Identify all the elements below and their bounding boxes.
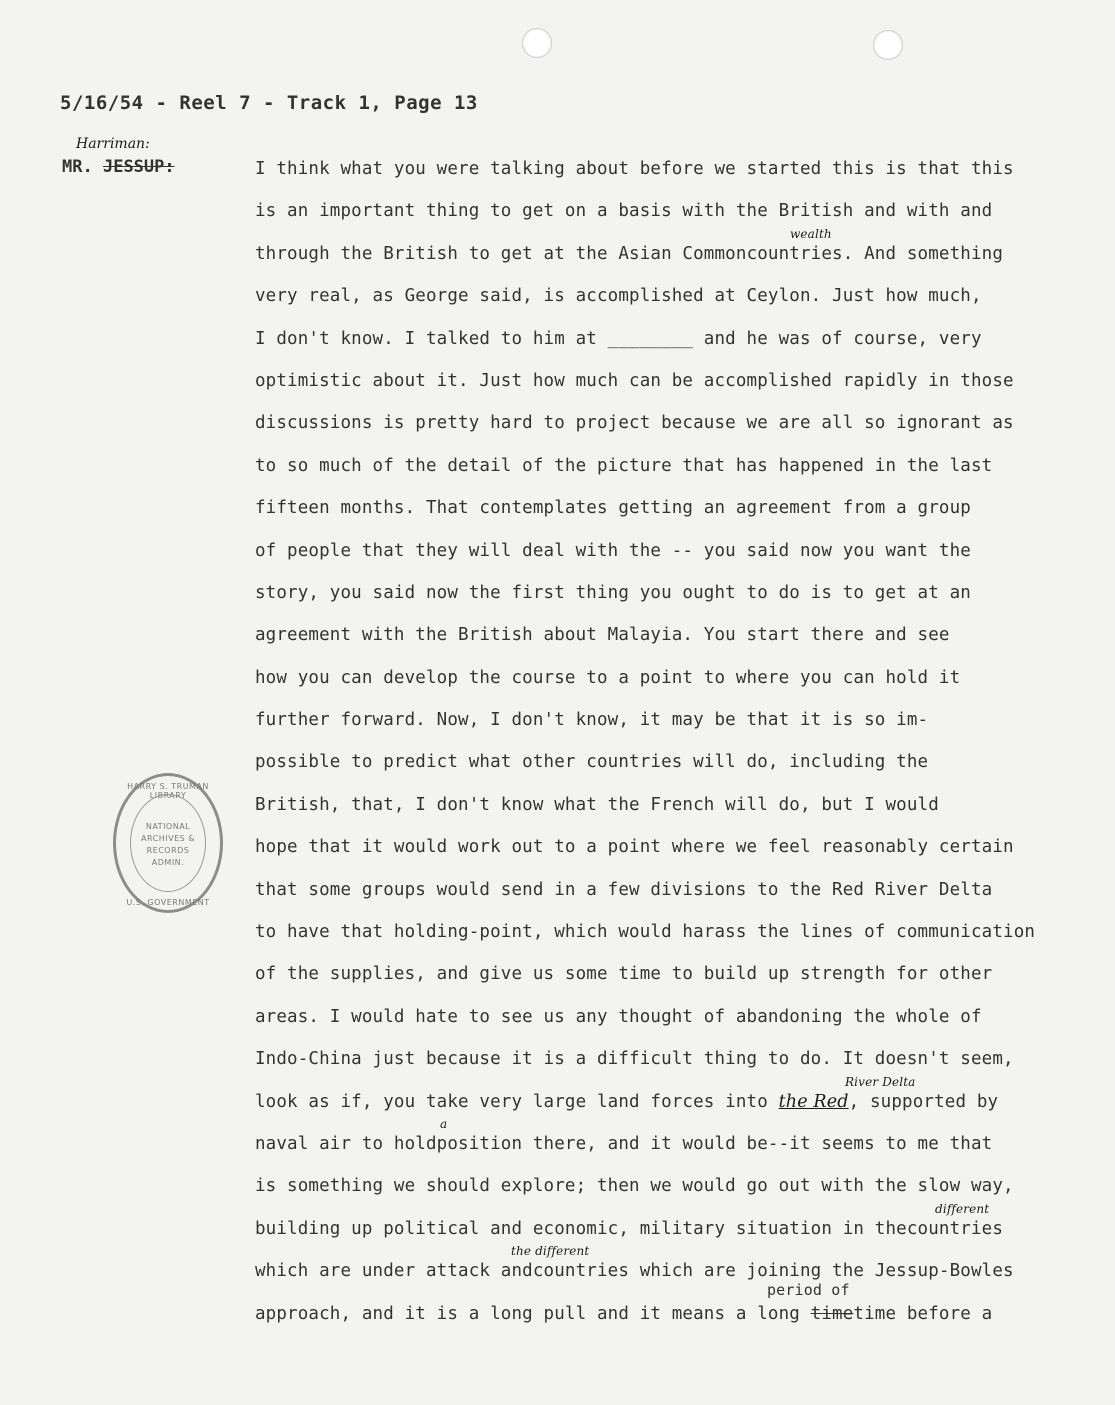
transcript-line: fifteen months. That contemplates getting an agreement from a group [255,498,971,519]
transcript-line: of people that they will deal with the -- you said now you want the [255,540,971,561]
speaker-label [62,157,175,177]
transcript-line: I think what you were talking about before we started this is that this [255,159,1014,179]
handwritten-insertion-a: a [440,1116,448,1131]
transcript-line: possible to predict what other countries will do, including the [255,752,929,773]
archive-stamp [113,773,223,913]
transcript-body [255,157,1045,1344]
transcript-line: I don't know. I talked to him at ________ and he was of course, very [255,328,982,349]
transcript-line: agreement with the British about Malayia. You start there and see [255,625,950,646]
line-segment: position there, and it would be--it seems to me that [436,1133,993,1154]
transcript-line: areas. I would hate to see us any thought of abandoning the whole of [255,1006,982,1027]
speaker-handwritten-correction: Harriman: [76,136,150,152]
speaker-name-struck: JESSUP: [102,157,175,177]
punch-hole [522,28,552,58]
speaker-title: MR. [62,157,93,177]
handwritten-insertion-different: different [935,1201,990,1216]
transcript-line: to have that holding-point, which would harass the lines of communication [255,922,1036,943]
line-segment: through the British to get at the Asian Common [255,243,747,264]
transcript-line [255,1244,1045,1301]
transcript-line: to so much of the detail of the picture that has happened in the last [255,455,993,476]
transcript-line: further forward. Now, I don't know, it may be that it is so im- [255,710,929,731]
transcript-line: that some groups would send in a few divisions to the Red River Delta [255,879,993,900]
line-segment: countries which are joining the Jessup-Bowles [532,1261,1014,1282]
transcript-line [255,1280,1045,1344]
stamp-inner-text: NATIONAL [145,822,191,831]
transcript-line [255,1074,1045,1132]
transcript-line: hope that it would work out to a point where we feel reasonably certain [255,837,1014,858]
handwritten-insertion-the-different: the different [511,1244,590,1259]
stamp-inner-text: RECORDS [146,846,190,855]
stamp-inner-text: ADMIN. [151,858,185,867]
transcript-line [255,226,1045,284]
transcript-line: is an important thing to get on a basis with the British and with and [255,201,993,222]
line-segment: look as if, you take very large land forces into [255,1091,779,1112]
transcript-line [255,1201,1045,1259]
handwritten-insertion-the-red: the Red [778,1091,849,1112]
page-header: 5/16/54 - Reel 7 - Track 1, Page 13 [60,92,478,114]
transcript-line: is something we should explore; then we would go out with the slow way, [255,1176,1014,1197]
line-segment: naval air to hold [255,1133,437,1154]
transcript-line: Indo-China just because it is a difficult thing to do. It doesn't seem, [255,1049,1014,1070]
typed-insertion-period-of: period of [767,1280,850,1299]
handwritten-insertion-wealth: wealth [790,226,832,241]
line-segment: countries [906,1218,1004,1239]
line-segment: time before a [853,1303,993,1324]
line-segment: countries. And something [746,243,1004,264]
line-segment-struck: time [810,1303,854,1324]
line-segment: which are under attack and [255,1261,533,1282]
transcript-line: very real, as George said, is accomplished at Ceylon. Just how much, [255,286,982,307]
transcript-line: story, you said now the first thing you ought to do is to get at an [255,582,971,603]
transcript-line [255,1116,1045,1174]
transcript-line: of the supplies, and give us some time to build up strength for other [255,964,993,985]
line-segment: building up political and economic, military situation in the [255,1218,907,1239]
transcript-line: optimistic about it. Just how much can be accomplished rapidly in those [255,370,1014,391]
punch-hole [873,30,903,60]
transcript-line: how you can develop the course to a point to where you can hold it [255,667,961,688]
stamp-bottom-text: U.S. GOVERNMENT [126,898,210,907]
stamp-inner-ring [130,794,206,892]
line-segment: , supported by [848,1091,999,1112]
transcript-line: discussions is pretty hard to project because we are all so ignorant as [255,413,1014,434]
stamp-inner-text: ARCHIVES & [141,834,195,843]
stamp-top-text: HARRY S. TRUMAN LIBRARY [127,782,209,800]
line-segment: approach, and it is a long pull and it means a long [255,1303,811,1324]
handwritten-insertion-river-delta: River Delta [845,1074,916,1089]
transcript-line: British, that, I don't know what the French will do, but I would [255,794,939,815]
